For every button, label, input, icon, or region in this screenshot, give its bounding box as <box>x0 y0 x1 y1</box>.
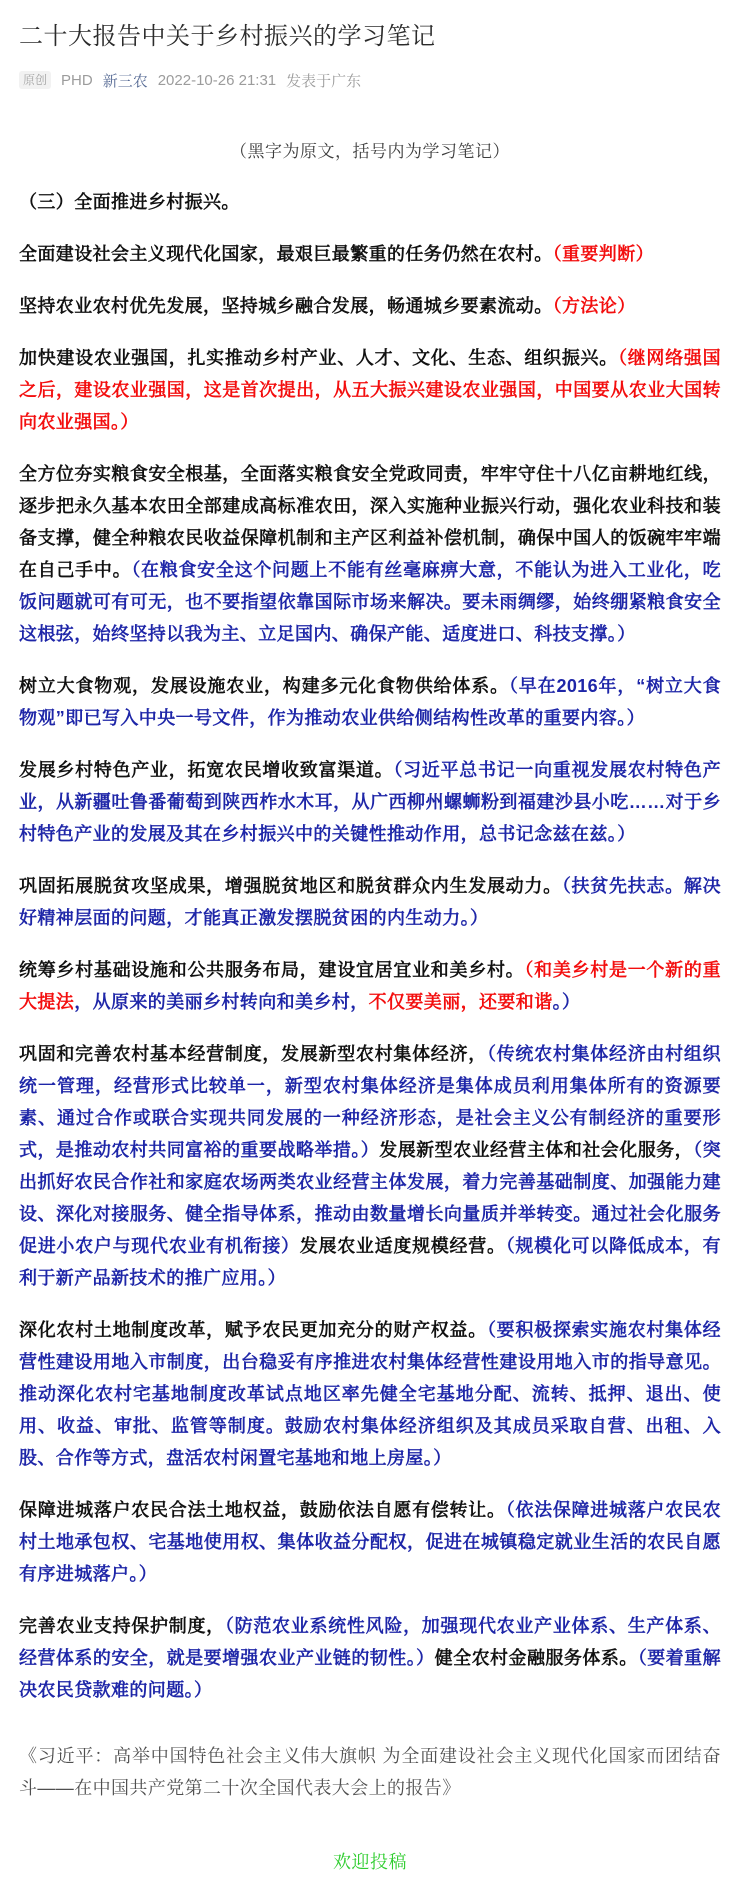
original-text: 坚持农业农村优先发展，坚持城乡融合发展，畅通城乡要素流动。 <box>19 295 553 316</box>
article-paragraph <box>19 458 721 650</box>
original-text: 巩固和完善农村基本经营制度，发展新型农村集体经济， <box>19 1043 487 1064</box>
study-note-red: 不仅要美丽，还要和谐 <box>368 991 553 1012</box>
study-note-blue: （要积极探索实施农村集体经营性建设用地入市制度，出台稳妥有序推进农村集体经营性建设用地入市的指导意见。推动深化农村宅基地制度改革试点地区率先健全宅基地分配、流转、抵押、退出、使用、收益、审批、监管等制度。鼓励农村集体经济组织及其成员采取自营、出租、入股、合作等方式，盘活农村闲置宅基地和地上房屋。） <box>19 1319 721 1468</box>
article-paragraph <box>19 670 721 734</box>
publish-location: 发表于广东 <box>286 72 362 90</box>
article-paragraph <box>19 186 721 218</box>
study-note-red: （和美乡村是一个新的重大提法 <box>19 959 721 1012</box>
study-note-blue: （要着重解决农民贷款难的问题。） <box>19 1647 722 1700</box>
original-text: 完善农业支持保护制度， <box>19 1615 225 1636</box>
article-paragraph <box>19 290 721 322</box>
original-text: 树立大食物观，发展设施农业，构建多元化食物供给体系。 <box>19 675 509 696</box>
study-note-blue: （扶贫先扶志。解决好精神层面的问题，才能真正激发摆脱贫困的内生动力。） <box>19 875 721 928</box>
original-text: 发展新型农业经营主体和社会化服务， <box>379 1139 694 1160</box>
study-note-blue: （早在2016年，“树立大食物观”即已写入中央一号文件，作为推动农业供给侧结构性改革的重要内容。） <box>19 675 721 728</box>
page-title: 二十大报告中关于乡村振兴的学习笔记 <box>19 23 436 50</box>
article-paragraph <box>19 342 721 438</box>
original-text: 发展农业适度规模经营。 <box>299 1235 506 1256</box>
study-note-blue: （规模化可以降低成本，有利于新产品新技术的推广应用。） <box>19 1235 721 1288</box>
article-body <box>19 186 721 1706</box>
study-note-blue: （依法保障进城落户农民农村土地承包权、宅基地使用权、集体收益分配权，促进在城镇稳定就业生活的农民自愿有序进城落户。） <box>19 1499 721 1584</box>
publish-datetime: 2022-10-26 21:31 <box>157 71 277 89</box>
author-name: PHD <box>61 71 93 89</box>
original-text: （三）全面推进乡村振兴。 <box>19 191 240 212</box>
original-text: 保障进城落户农民合法土地权益，鼓励依法自愿有偿转让。 <box>19 1499 506 1520</box>
article-paragraph <box>19 1494 721 1590</box>
article-header <box>19 20 721 91</box>
study-note-blue: （传统农村集体经济由村组织统一管理，经营形式比较单一，新型农村集体经济是集体成员利用集体所有的资源要素、通过合作或联合实现共同发展的一种经济形态，是社会主义公有制经济的重要形式，是推动农村共同富裕的重要战略举措。） <box>19 1043 721 1160</box>
study-note-blue: ，从原来的美丽乡村转向和美乡村， <box>74 991 369 1012</box>
article-paragraph <box>19 1610 721 1706</box>
study-note-blue: 。） <box>552 991 581 1012</box>
study-note-blue: （防范农业系统性风险，加强现代农业产业体系、生产体系、经营体系的安全，就是要增强农业产业链的韧性。） <box>19 1615 721 1668</box>
article-paragraph <box>19 754 721 850</box>
original-text: 统筹乡村基础设施和公共服务布局，建设宜居宜业和美乡村。 <box>19 959 525 980</box>
original-text: 加快建设农业强国，扎实推动乡村产业、人才、文化、生态、组织振兴。 <box>19 347 618 368</box>
original-text: 巩固拓展脱贫攻坚成果，增强脱贫地区和脱贫群众内生发展动力。 <box>19 875 562 896</box>
article-paragraph <box>19 1314 721 1474</box>
article-paragraph <box>19 1038 721 1294</box>
report-source-quote: 《习近平：高举中国特色社会主义伟大旗帜 为全面建设社会主义现代化国家而团结奋斗——在中国共产党第二十次全国代表大会上的报告》 <box>19 1745 721 1798</box>
study-note-red: （方法论） <box>552 295 636 316</box>
intro-note: （黑字为原文，括号内为学习笔记） <box>230 141 510 161</box>
original-text: 深化农村土地制度改革，赋予农民更加充分的财产权益。 <box>19 1319 487 1340</box>
original-badge: 原创 <box>19 71 51 89</box>
original-text: 发展乡村特色产业，拓宽农民增收致富渠道。 <box>19 759 394 780</box>
original-text: 全方位夯实粮食安全根基，全面落实粮食安全党政同责，牢牢守住十八亿亩耕地红线，逐步把永久基本农田全部建成高标准农田，深入实施种业振兴行动，强化农业科技和装备支撑，健全种粮农民收益保障机制和主产区利益补偿机制，确保中国人的饭碗牢牢端在自己手中。 <box>19 463 721 580</box>
study-note-blue: （在粮食安全这个问题上不能有丝毫麻痹大意，不能认为进入工业化，吃饭问题就可有可无，也不要指望依靠国际市场来解决。要未雨绸缪，始终绷紧粮食安全这根弦，始终坚持以我为主、立足国内、确保产能、适度进口、科技支撑。） <box>19 559 721 644</box>
original-text: 健全农村金融服务体系。 <box>434 1647 638 1668</box>
article-main <box>19 137 721 1874</box>
byline <box>19 70 721 91</box>
study-note-red: （重要判断） <box>552 243 655 264</box>
article-paragraph <box>19 870 721 934</box>
original-text: 全面建设社会主义现代化国家，最艰巨最繁重的任务仍然在农村。 <box>19 243 553 264</box>
article-paragraph <box>19 238 721 270</box>
article-paragraph <box>19 954 721 1018</box>
submit-contribution-link[interactable]: 欢迎投稿 <box>333 1851 407 1872</box>
study-note-blue: （习近平总书记一向重视发展农村特色产业，从新疆吐鲁番葡萄到陕西柞水木耳，从广西柳州螺蛳粉到福建沙县小吃……对于乡村特色产业的发展及其在乡村振兴中的关键性推动作用，总书记念兹在兹。） <box>19 759 721 844</box>
account-link[interactable]: 新三农 <box>102 72 148 90</box>
study-note-blue: （突出抓好农民合作社和家庭农场两类农业经营主体发展，着力完善基础制度、加强能力建设、深化对接服务、健全指导体系，推动由数量增长向量质并举转变。通过社会化服务促进小农户与现代农业有机衔接） <box>19 1139 721 1256</box>
study-note-red: （继网络强国之后，建设农业强国，这是首次提出，从五大振兴建设农业强国，中国要从农业大国转向农业强国。） <box>19 347 721 432</box>
